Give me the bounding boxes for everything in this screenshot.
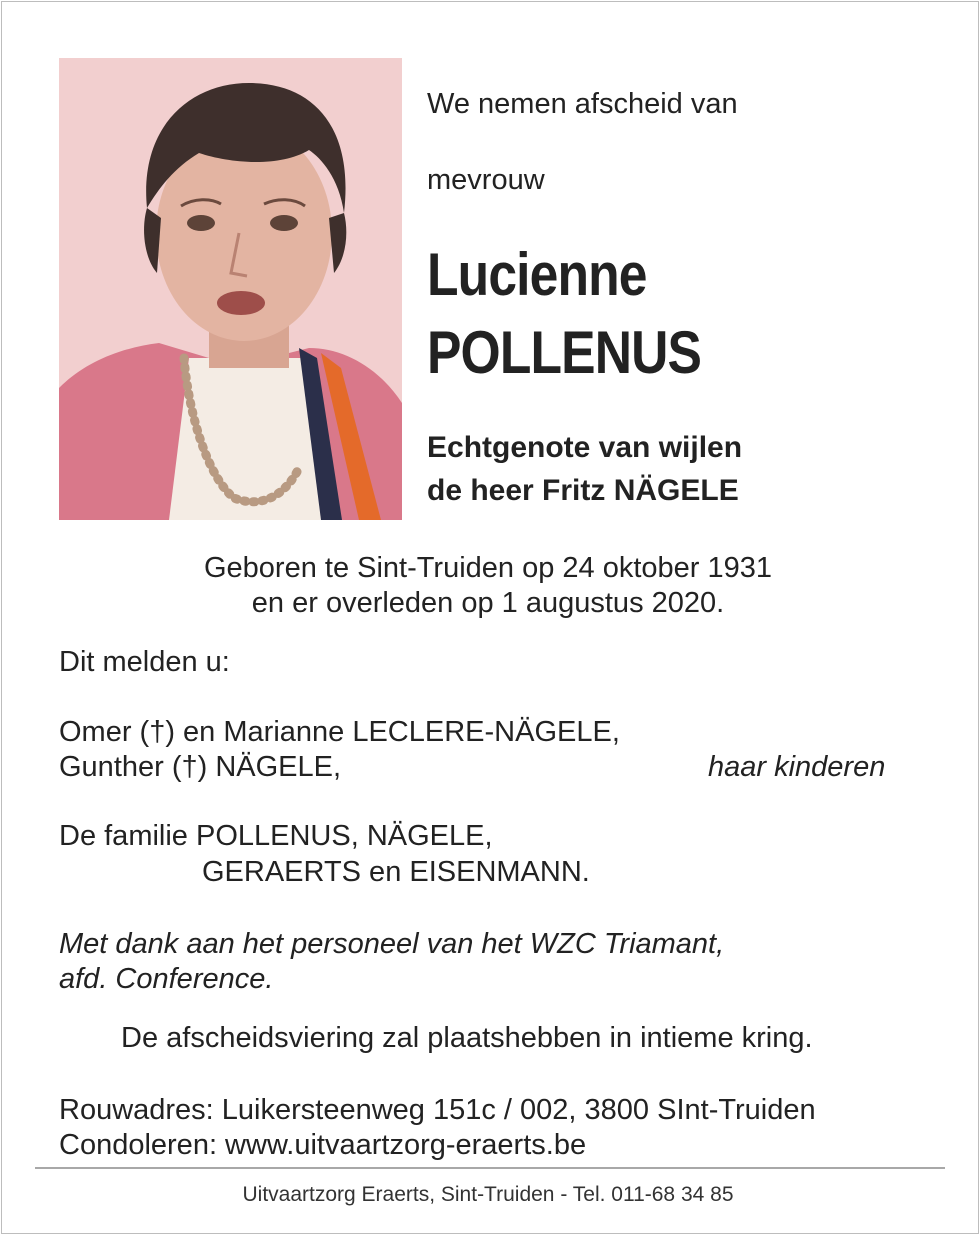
family-line-2: GERAERTS en EISENMANN.: [202, 856, 590, 888]
notice-intro: Dit melden u:: [59, 646, 230, 678]
birth-line: Geboren te Sint-Truiden op 24 oktober 1931: [203, 552, 773, 584]
ceremony-note: De afscheidsviering zal plaatshebben in intieme kring.: [121, 1022, 813, 1054]
funeral-home-footer: Uitvaartzorg Eraerts, Sint-Truiden - Tel. 011-68 34 85: [242, 1183, 734, 1206]
honorific: mevrouw: [427, 164, 545, 196]
mourning-address: Rouwadres: Luikersteenweg 151c / 002, 3800 SInt-Truiden: [59, 1094, 816, 1126]
death-line: en er overleden op 1 augustus 2020.: [251, 587, 725, 619]
thanks-line-2: afd. Conference.: [59, 963, 274, 995]
intro-line: We nemen afscheid van: [427, 88, 738, 120]
last-name: POLLENUS: [427, 319, 702, 386]
children-line-1: Omer (†) en Marianne LECLERE-NÄGELE,: [59, 716, 620, 748]
portrait-photo: [59, 58, 402, 520]
condolence-website: Condoleren: www.uitvaartzorg-eraerts.be: [59, 1129, 587, 1161]
first-name: Lucienne: [427, 241, 647, 308]
thanks-line-1: Met dank aan het personeel van het WZC Triamant,: [59, 928, 725, 960]
children-label: haar kinderen: [708, 751, 886, 783]
family-line-1: De familie POLLENUS, NÄGELE,: [59, 820, 493, 852]
footer-divider: [35, 1167, 945, 1169]
spouse-line-2: de heer Fritz NÄGELE: [427, 474, 739, 507]
children-line-2: Gunther (†) NÄGELE,: [59, 751, 342, 783]
spouse-line-1: Echtgenote van wijlen: [427, 431, 743, 464]
